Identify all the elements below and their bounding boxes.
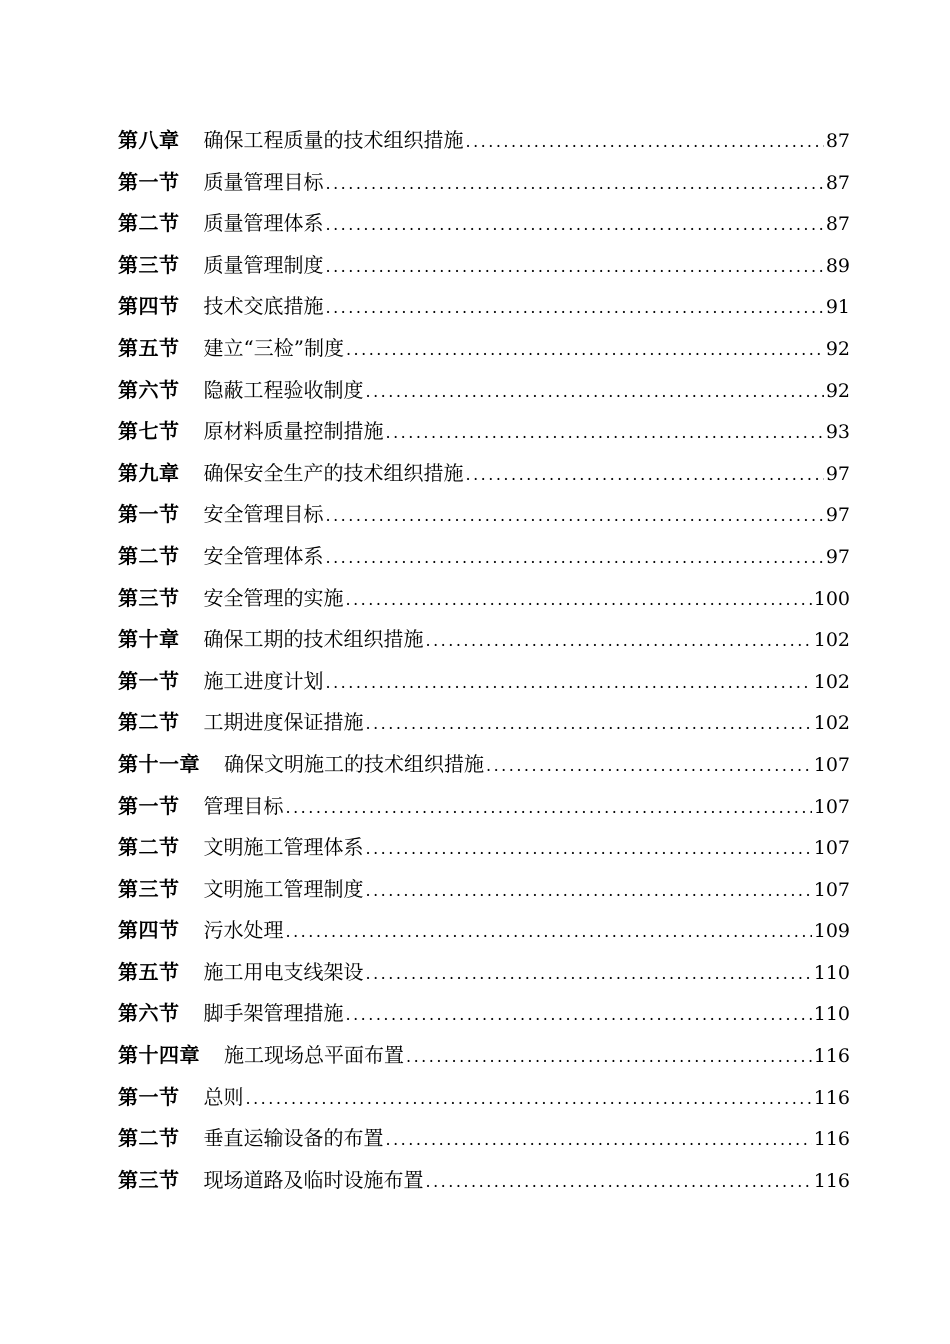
toc-entry[interactable] xyxy=(118,786,850,828)
toc-dot-leader xyxy=(244,1078,812,1120)
toc-entry[interactable] xyxy=(118,328,850,370)
toc-section-title: 质量管理制度 xyxy=(203,252,324,277)
toc-section-number: 第六节 xyxy=(118,377,180,402)
toc-entry[interactable] xyxy=(118,245,850,287)
toc-dot-leader xyxy=(484,745,812,787)
toc-dot-leader xyxy=(284,911,812,953)
toc-dot-leader xyxy=(364,828,812,870)
toc-page-number: 87 xyxy=(825,130,850,152)
toc-section-number: 第十四章 xyxy=(118,1043,200,1068)
toc-section-title: 安全管理体系 xyxy=(203,543,324,568)
toc-dot-leader xyxy=(324,537,824,579)
toc-page-number: 87 xyxy=(825,171,850,194)
toc-entry[interactable] xyxy=(118,1035,850,1077)
toc-section-number: 第三节 xyxy=(118,1167,180,1192)
toc-entry[interactable] xyxy=(118,370,850,412)
toc-page-number: 97 xyxy=(825,462,850,485)
toc-page-number: 92 xyxy=(825,379,850,402)
toc-dot-leader xyxy=(344,329,824,371)
toc-page-number: 102 xyxy=(813,670,850,693)
toc-dot-leader xyxy=(324,287,824,329)
toc-dot-leader xyxy=(324,662,812,704)
toc-section-number: 第二节 xyxy=(118,211,180,236)
toc-section-number: 第一节 xyxy=(118,502,180,527)
toc-entry[interactable] xyxy=(118,952,850,994)
toc-section-number: 第三节 xyxy=(118,585,180,610)
toc-page-number: 93 xyxy=(825,421,850,444)
toc-entry[interactable] xyxy=(118,203,850,245)
toc-section-number: 第五节 xyxy=(118,335,180,360)
toc-entry[interactable] xyxy=(118,1160,850,1202)
toc-dot-leader xyxy=(384,1119,812,1161)
toc-section-number: 第一节 xyxy=(118,169,180,194)
toc-section-number: 第二节 xyxy=(118,543,180,568)
toc-section-title: 建立“三检”制度 xyxy=(203,335,344,360)
toc-page-number: 87 xyxy=(825,213,850,236)
toc-section-title: 安全管理的实施 xyxy=(203,585,344,610)
toc-dot-leader xyxy=(344,579,812,621)
toc-entry[interactable] xyxy=(118,702,850,744)
toc-section-title: 确保文明施工的技术组织措施 xyxy=(224,751,484,776)
toc-page-number: 100 xyxy=(813,587,850,610)
toc-page-number: 102 xyxy=(813,629,850,652)
toc-page-number: 102 xyxy=(813,712,850,735)
toc-entry[interactable] xyxy=(118,411,850,453)
toc-dot-leader xyxy=(324,246,824,288)
toc-section-title: 隐蔽工程验收制度 xyxy=(203,377,364,402)
toc-page-number: 116 xyxy=(813,1169,850,1192)
toc-dot-leader xyxy=(364,703,812,745)
toc-section-title: 管理目标 xyxy=(203,793,284,818)
toc-section-number: 第二节 xyxy=(118,835,180,860)
toc-section-number: 第二节 xyxy=(118,710,180,735)
toc-page-number: 107 xyxy=(813,753,850,776)
toc-dot-leader xyxy=(324,163,824,205)
toc-section-number: 第一节 xyxy=(118,1084,180,1109)
toc-entry[interactable] xyxy=(118,993,850,1035)
toc-dot-leader xyxy=(284,787,812,829)
toc-page-number: 110 xyxy=(813,1003,850,1026)
toc-section-title: 文明施工管理制度 xyxy=(203,876,364,901)
toc-section-title: 原材料质量控制措施 xyxy=(203,419,384,444)
toc-page-number: 109 xyxy=(813,920,850,943)
toc-page-number: 107 xyxy=(813,837,850,860)
toc-page-number: 91 xyxy=(825,296,850,319)
table-of-contents xyxy=(118,120,850,1201)
toc-entry[interactable] xyxy=(118,661,850,703)
toc-dot-leader xyxy=(324,204,824,246)
toc-section-title: 质量管理体系 xyxy=(203,211,324,236)
toc-section-title: 现场道路及临时设施布置 xyxy=(203,1167,424,1192)
toc-entry[interactable] xyxy=(118,744,850,786)
toc-page-number: 107 xyxy=(813,795,850,818)
toc-page-number: 116 xyxy=(813,1086,850,1109)
toc-entry[interactable] xyxy=(118,578,850,620)
toc-dot-leader xyxy=(424,620,812,662)
toc-section-title: 工期进度保证措施 xyxy=(203,710,364,735)
toc-section-title: 总则 xyxy=(203,1084,244,1109)
toc-entry[interactable] xyxy=(118,827,850,869)
toc-entry[interactable] xyxy=(118,120,850,162)
toc-entry[interactable] xyxy=(118,286,850,328)
toc-page-number: 110 xyxy=(813,961,850,984)
toc-dot-leader xyxy=(424,1161,812,1203)
toc-section-number: 第十章 xyxy=(118,627,180,652)
toc-section-title: 确保安全生产的技术组织措施 xyxy=(203,460,464,485)
toc-section-number: 第四节 xyxy=(118,918,180,943)
toc-entry[interactable] xyxy=(118,453,850,495)
toc-entry[interactable] xyxy=(118,619,850,661)
toc-dot-leader xyxy=(364,870,812,912)
toc-page-number: 89 xyxy=(825,254,850,277)
toc-section-number: 第一节 xyxy=(118,668,180,693)
toc-section-title: 施工现场总平面布置 xyxy=(224,1043,404,1068)
toc-entry[interactable] xyxy=(118,162,850,204)
toc-page-number: 92 xyxy=(825,337,850,360)
toc-section-title: 施工进度计划 xyxy=(203,668,324,693)
toc-section-title: 质量管理目标 xyxy=(203,169,324,194)
toc-section-title: 垂直运输设备的布置 xyxy=(203,1126,384,1151)
toc-page-number: 116 xyxy=(813,1128,850,1151)
toc-section-number: 第九章 xyxy=(118,460,180,485)
toc-section-title: 确保工期的技术组织措施 xyxy=(203,627,424,652)
toc-section-number: 第一节 xyxy=(118,793,180,818)
toc-section-number: 第十一章 xyxy=(118,751,200,776)
toc-section-title: 施工用电支线架设 xyxy=(203,959,364,984)
toc-dot-leader xyxy=(404,1036,812,1078)
toc-entry[interactable] xyxy=(118,1077,850,1119)
toc-entry[interactable] xyxy=(118,1118,850,1160)
toc-section-number: 第五节 xyxy=(118,959,180,984)
toc-dot-leader xyxy=(364,371,824,413)
toc-section-title: 确保工程质量的技术组织措施 xyxy=(203,128,464,152)
toc-page-number: 107 xyxy=(813,878,850,901)
toc-entry[interactable] xyxy=(118,910,850,952)
toc-page-number: 97 xyxy=(825,545,850,568)
toc-page-number: 116 xyxy=(813,1045,850,1068)
toc-section-number: 第七节 xyxy=(118,419,180,444)
toc-dot-leader xyxy=(464,121,824,163)
toc-section-number: 第三节 xyxy=(118,876,180,901)
toc-dot-leader xyxy=(364,953,812,995)
toc-entry[interactable] xyxy=(118,536,850,578)
toc-section-number: 第四节 xyxy=(118,294,180,319)
toc-page-number: 97 xyxy=(825,504,850,527)
toc-dot-leader xyxy=(464,454,824,496)
toc-entry[interactable] xyxy=(118,494,850,536)
toc-dot-leader xyxy=(384,412,824,454)
toc-entry[interactable] xyxy=(118,869,850,911)
toc-section-title: 脚手架管理措施 xyxy=(203,1001,344,1026)
toc-dot-leader xyxy=(344,994,812,1036)
toc-section-title: 污水处理 xyxy=(203,918,284,943)
toc-section-number: 第二节 xyxy=(118,1126,180,1151)
toc-section-number: 第六节 xyxy=(118,1001,180,1026)
toc-section-title: 安全管理目标 xyxy=(203,502,324,527)
toc-section-number: 第八章 xyxy=(118,128,180,152)
toc-section-number: 第三节 xyxy=(118,252,180,277)
toc-section-title: 文明施工管理体系 xyxy=(203,835,364,860)
toc-section-title: 技术交底措施 xyxy=(203,294,324,319)
toc-dot-leader xyxy=(324,495,824,537)
